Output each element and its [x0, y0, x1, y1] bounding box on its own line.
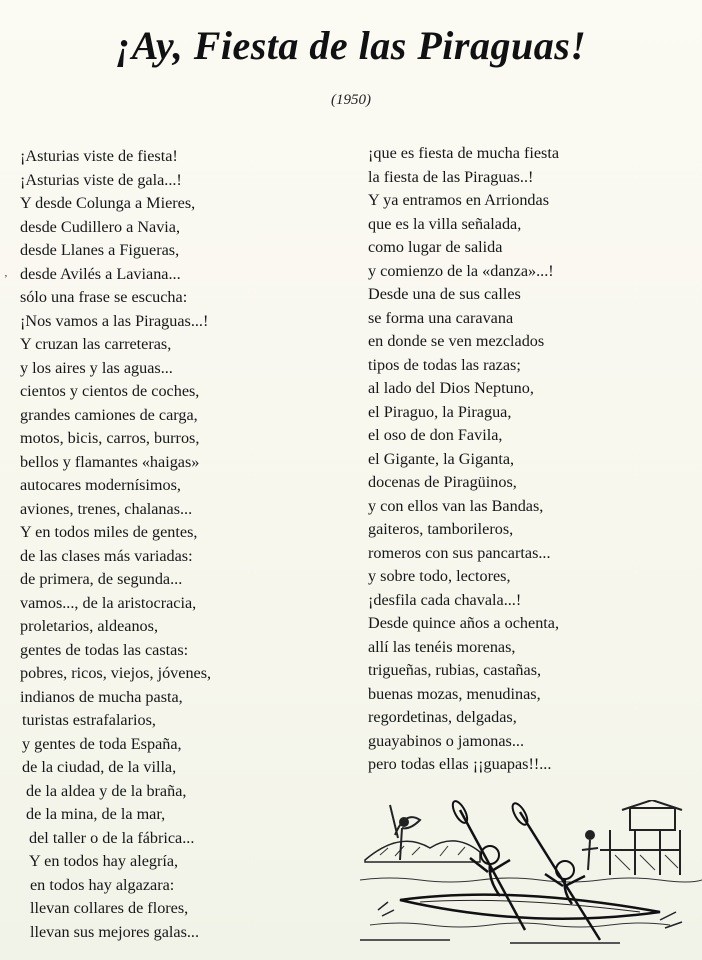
poem-left-line: en todos hay algazara:: [30, 875, 175, 894]
poem-left-line: ¡Asturias viste de fiesta!: [20, 147, 178, 165]
hills-shading: [380, 846, 465, 856]
spectator-body: [582, 840, 598, 870]
poem-left-line: Y en todos miles de gentes,: [20, 523, 198, 541]
poem-right-line: el Piraguo, la Piragua,: [368, 402, 512, 421]
poem-left-line: bellos y flamantes «haigas»: [20, 452, 200, 471]
poem-left-line: cientos y cientos de coches,: [20, 382, 200, 400]
margin-mark: ʼ: [4, 273, 8, 285]
poem-right-line: ¡que es fiesta de mucha fiesta: [368, 144, 560, 162]
poem-left-line: desde Llanes a Figueras,: [20, 241, 180, 259]
poem-left-line: ¡Asturias viste de gala...!: [20, 170, 182, 189]
poem-left-line: Y cruzan las carreteras,: [20, 335, 172, 353]
poem-right-line: al lado del Dios Neptuno,: [368, 379, 534, 397]
poem-left-line: de las clases más variadas:: [20, 546, 193, 565]
poem-right-line: regordetinas, delgadas,: [368, 708, 517, 726]
paddler-2-head: [556, 861, 574, 879]
poem-right-line: allí las tenéis morenas,: [368, 637, 516, 656]
poem-left-line: grandes camiones de carga,: [20, 405, 198, 424]
poem-right-line: trigueñas, rubias, castañas,: [368, 661, 542, 679]
poem-right-line: docenas de Piragüinos,: [368, 473, 517, 491]
water-lines: [360, 878, 702, 882]
water-lines-2: [370, 923, 670, 927]
poem-left-line: sólo una frase se escucha:: [20, 288, 188, 306]
poem-title: ¡Ay, Fiesta de las Piraguas!: [115, 23, 587, 68]
poem-left-line: llevan collares de flores,: [30, 899, 189, 917]
poem-right-line: Desde quince años a ochenta,: [368, 614, 560, 632]
poem-left-line: vamos..., de la aristocracia,: [20, 593, 197, 612]
poem-year: (1950): [331, 92, 371, 108]
poem-left-line: gentes de todas las castas:: [20, 640, 189, 659]
poem-right-line: como lugar de salida: [368, 238, 503, 256]
poem-right-line: y con ellos van las Bandas,: [368, 496, 544, 515]
poem-right-line: y comienzo de la «danza»...!: [368, 261, 554, 280]
poem-left-line: de primera, de segunda...: [20, 570, 183, 588]
poem-left-line: motos, bicis, carros, burros,: [20, 429, 200, 447]
poem-left-line: y los aires y las aguas...: [20, 358, 173, 377]
spectator-head: [585, 830, 595, 840]
flag-figure-head: [399, 817, 409, 827]
poem-right-line: en donde se ven mezclados: [368, 332, 545, 350]
poem-left-line: del taller o de la fábrica...: [29, 828, 195, 847]
poem-left-line: Y desde Colunga a Mieres,: [20, 194, 196, 212]
poem-right-line: Y ya entramos en Arriondas: [368, 191, 550, 209]
poem-left-line: llevan sus mejores galas...: [30, 922, 200, 941]
poem-left-line: turistas estrafalarios,: [22, 711, 156, 729]
poem-right-line: que es la villa señalada,: [368, 214, 522, 233]
poem-right-line: pero todas ellas ¡¡guapas!!...: [368, 755, 552, 773]
poem-left-line: pobres, ricos, viejos, jóvenes,: [20, 664, 212, 682]
water-lines-3: [360, 940, 620, 943]
poem-right-line: el oso de don Favila,: [368, 426, 503, 444]
poem-right-line: buenas mozas, menudinas,: [368, 684, 541, 703]
poem-right-line: tipos de todas las razas;: [368, 355, 521, 374]
poem-right-line: el Gigante, la Giganta,: [368, 449, 515, 468]
poem-left-line: de la aldea y de la braña,: [26, 781, 187, 800]
bridge-rail: [600, 830, 680, 875]
poem-left-column: [20, 145, 211, 944]
poem-left-line: de la ciudad, de la villa,: [22, 758, 177, 776]
poem-left-line: proletarios, aldeanos,: [20, 617, 158, 635]
bridge-house: [630, 808, 675, 830]
poem-left-line: y gentes de toda España,: [22, 734, 182, 753]
poem-left-line: ¡Nos vamos a las Piraguas...!: [20, 311, 209, 330]
poem-left-line: indianos de mucha pasta,: [20, 687, 183, 706]
poem-right-line: ¡desfila cada chavala...!: [368, 590, 522, 609]
poem-right-line: Desde una de sus calles: [368, 285, 521, 303]
poem-left-line: aviones, trenes, chalanas...: [20, 499, 193, 518]
poem-right-line: guayabinos o jamonas...: [368, 731, 525, 750]
hills: [365, 841, 480, 862]
poem-left-line: de la mina, de la mar,: [26, 805, 166, 823]
poem-right-line: gaiteros, tamborileros,: [368, 520, 514, 538]
poem-left-line: Y en todos hay alegría,: [29, 852, 179, 870]
poem-left-line: desde Avilés a Laviana...: [20, 264, 181, 283]
poem-right-line: la fiesta de las Piraguas..!: [368, 167, 534, 186]
poem-left-line: autocares modernísimos,: [20, 476, 181, 494]
kayak-hull: [400, 895, 660, 919]
poem-right-line: romeros con sus pancartas...: [368, 543, 551, 562]
poem-right-line: y sobre todo, lectores,: [368, 567, 511, 585]
poem-right-line: se forma una caravana: [368, 308, 514, 327]
kayak-race-illustration-icon: [360, 800, 702, 950]
poem-right-column: [368, 142, 559, 777]
bridge-hatching: [615, 855, 678, 870]
poem-left-line: desde Cudillero a Navia,: [20, 217, 181, 236]
